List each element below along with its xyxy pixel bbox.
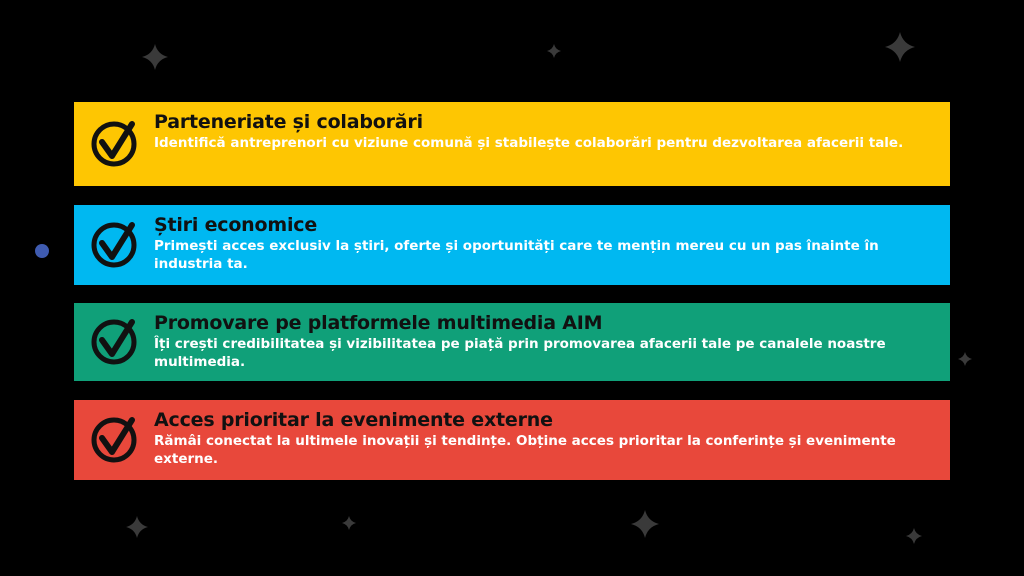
sparkle-icon [342, 516, 356, 530]
sparkle-icon [142, 44, 168, 70]
sparkle-icon [958, 352, 972, 366]
card-multimedia-promotion [74, 303, 950, 381]
decorative-dot [35, 244, 49, 258]
card-title: Știri economice [154, 214, 318, 236]
card-title: Promovare pe platformele multimedia AIM [154, 312, 603, 334]
check-circle-icon [88, 414, 140, 466]
sparkle-icon [547, 44, 561, 58]
check-circle-icon [88, 118, 140, 170]
card-description: Îți crești credibilitatea și vizibilitatea pe piață prin promovarea afacerii tale pe canalele noastre multimedia. [154, 336, 886, 370]
sparkle-icon [906, 528, 922, 544]
check-circle-icon [88, 219, 140, 271]
card-economic-news [74, 205, 950, 285]
check-circle-icon [88, 316, 140, 368]
card-description: Identifică antreprenori cu viziune comună și stabilește colaborări pentru dezvoltarea afacerii tale. [154, 135, 904, 151]
card-title: Parteneriate și colaborări [154, 111, 423, 133]
sparkle-icon [126, 516, 148, 538]
card-title: Acces prioritar la evenimente externe [154, 409, 553, 431]
sparkle-icon [885, 32, 915, 62]
card-description: Rămâi conectat la ultimele inovații și tendințe. Obține acces prioritar la conferințe și evenimente externe. [154, 433, 896, 467]
sparkle-icon [631, 510, 659, 538]
card-description: Primești acces exclusiv la știri, oferte și oportunități care te mențin mereu cu un pas înainte în industria ta. [154, 238, 879, 272]
card-partnerships [74, 102, 950, 186]
card-priority-events [74, 400, 950, 480]
